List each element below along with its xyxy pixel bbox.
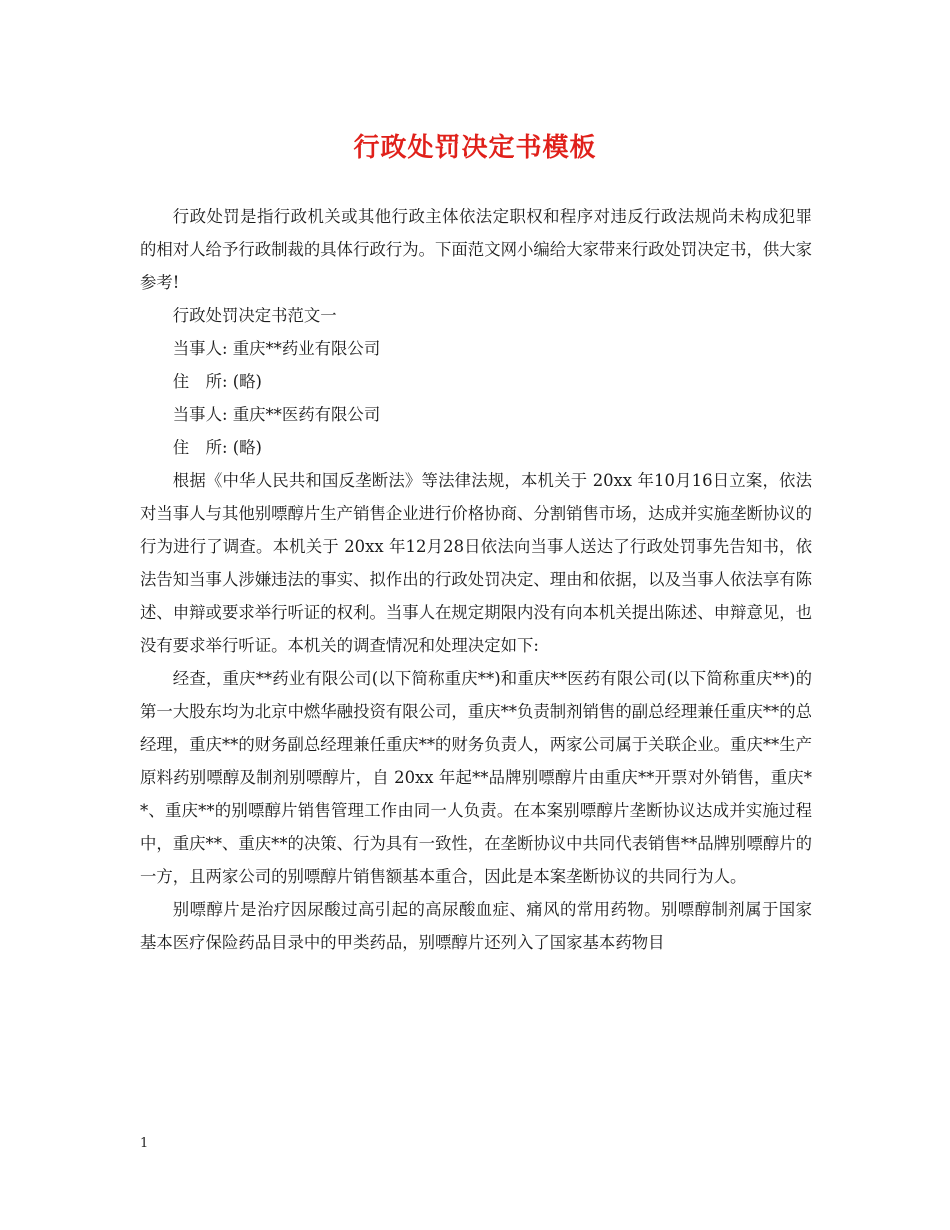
paragraph-party-1: 当事人: 重庆**药业有限公司 — [172, 339, 381, 358]
page-number: 1 — [140, 1136, 149, 1151]
paragraph-address-2: 住 所: (略) — [172, 438, 262, 457]
paragraph-findings: 经查，重庆**药业有限公司(以下简称重庆**)和重庆**医药有限公司(以下简称重庆**)的第一大股东均为北京中燃华融投资有限公司，重庆**负责制剂销售的副总经理兼任重庆**的总经理，重庆**的财务副总经理兼任重庆**的财务负责人，两家公司属于关联企业。重庆**生产原料药别嘌醇及制剂别嘌醇片，自 20xx 年起**品牌别嘌醇片由重庆**开票对外销售，重庆**、重庆**的别嘌醇片销售管理工作由同一人负责。在本案别嘌醇片垄断协议达成并实施过程中，重庆**、重庆**的决策、行为具有一致性，在垄断协议中共同代表销售**品牌别嘌醇片的一方，且两家公司的别嘌醇片销售额基本重合，因此是本案垄断协议的共同行为人。 — [140, 669, 813, 886]
paragraph-sample-heading: 行政处罚决定书范文一 — [172, 306, 337, 325]
paragraph-party-2: 当事人: 重庆**医药有限公司 — [172, 405, 381, 424]
paragraph-intro: 行政处罚是指行政机关或其他行政主体依法定职权和程序对违反行政法规尚未构成犯罪的相对人给予行政制裁的具体行政行为。下面范文网小编给大家带来行政处罚决定书，供大家参考! — [140, 207, 813, 292]
paragraph-drug-info: 别嘌醇片是治疗因尿酸过高引起的高尿酸血症、痛风的常用药物。别嘌醇制剂属于国家基本医疗保险药品目录中的甲类药品，别嘌醇片还列入了国家基本药物目 — [140, 900, 812, 952]
paragraph-basis: 根据《中华人民共和国反垄断法》等法律法规，本机关于 20xx 年10月16日立案，依法对当事人与其他别嘌醇片生产销售企业进行价格协商、分割销售市场，达成并实施垄断协议的行为进行了调查。本机关于 20xx 年12月28日依法向当事人送达了行政处罚事先告知书，依法告知当事人涉嫌违法的事实、拟作出的行政处罚决定、理由和依据，以及当事人依法享有陈述、申辩或要求举行听证的权利。当事人在规定期限内没有向本机关提出陈述、申辩意见，也没有要求举行听证。本机关的调查情况和处理决定如下: — [140, 471, 813, 655]
document-body — [140, 200, 812, 959]
document-title: 行政处罚决定书模板 — [353, 133, 597, 163]
paragraph-address-1: 住 所: (略) — [172, 372, 262, 391]
